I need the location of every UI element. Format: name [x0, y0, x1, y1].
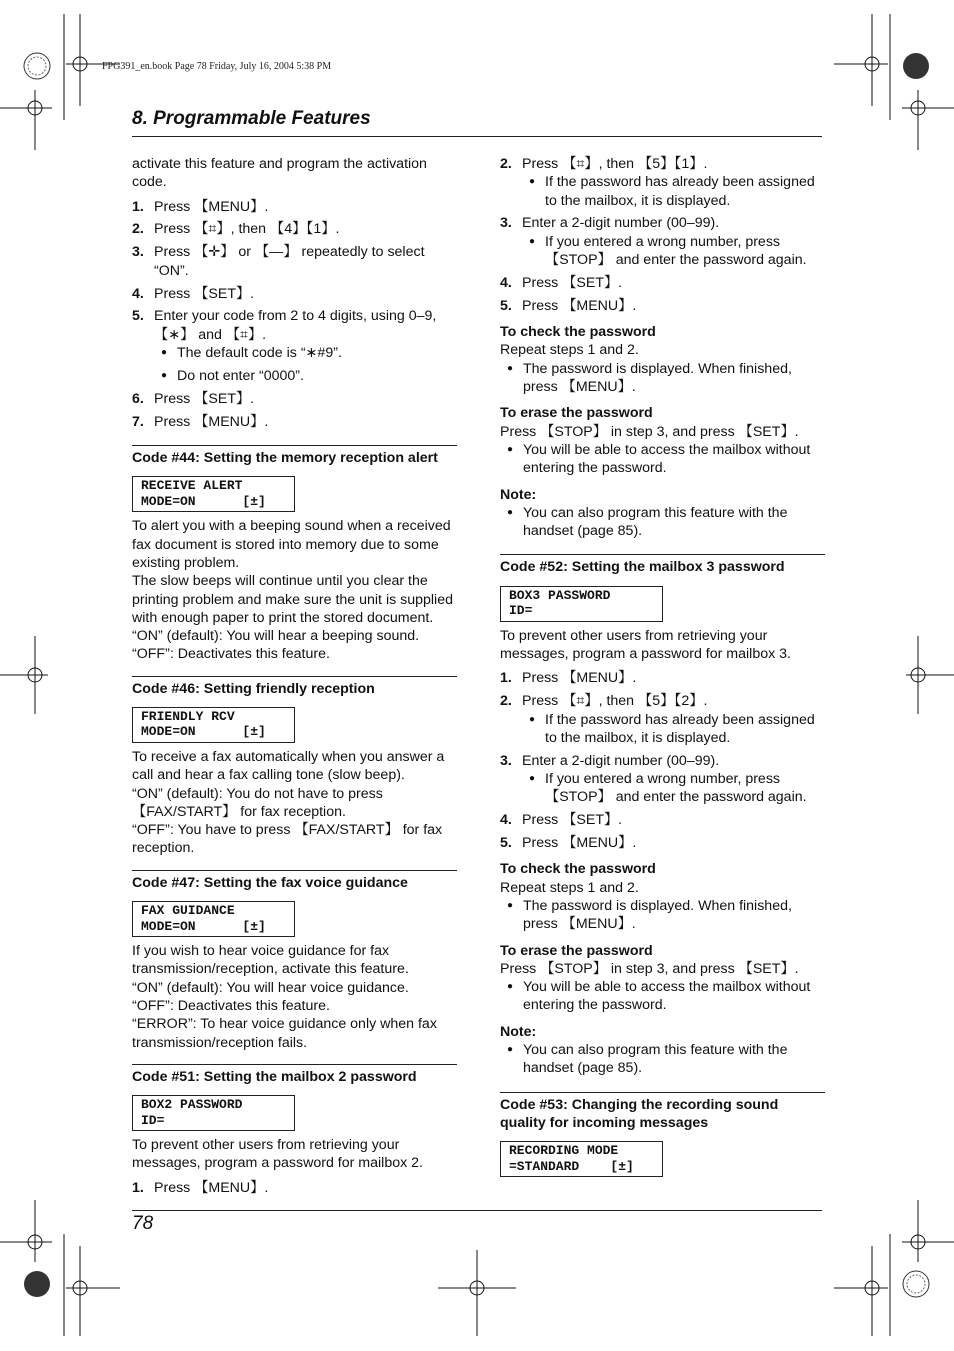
lcd-display: BOX3 PASSWORD ID= [500, 586, 663, 622]
note-heading-2: Note: [500, 1023, 537, 1040]
bullet: ● You can also program this feature with the handset (page 85). [500, 1041, 825, 1078]
lcd-display: FRIENDLY RCV MODE=ON [±] [132, 707, 295, 743]
paragraph: If you wish to hear voice guidance for fax transmission/reception, activate this feature. [132, 943, 409, 978]
paragraph: “ERROR”: To hear voice guidance only when fax transmission/reception fails. [132, 1016, 437, 1051]
crosshair-bottom-left [0, 1200, 120, 1336]
bullet: ● You will be able to access the mailbox without entering the password. [500, 978, 825, 1015]
paragraph: To prevent other users from retrieving your messages, program a password for mailbox 3. [500, 627, 791, 663]
right-column [500, 155, 825, 1182]
list-item: 3. Press 【✛】 or 【—】 repeatedly to select “ON”. [132, 244, 425, 279]
paragraph: “OFF”: Deactivates this feature. [132, 997, 330, 1014]
color-dot-bottom-right [903, 1271, 929, 1297]
code46-heading: Code #46: Setting friendly reception [132, 676, 457, 698]
code47-heading: Code #47: Setting the fax voice guidance [132, 870, 457, 892]
paragraph: Press 【STOP】 in step 3, and press 【SET】. [500, 423, 799, 440]
box2-steps-cont [500, 155, 825, 315]
crosshair-bottom-center [438, 1250, 516, 1336]
list-item: 7. Press 【MENU】. [132, 413, 269, 430]
list-item: 5. Press 【MENU】. [500, 297, 637, 314]
bullet: ● If you entered a wrong number, press 【STOP】 and enter the password again. [522, 770, 825, 807]
list-item: 1. Press 【MENU】. [500, 670, 637, 687]
list-item: 1. Press 【MENU】. [132, 198, 269, 215]
header-rule [132, 136, 822, 137]
box2-steps-start [132, 1179, 457, 1197]
page-number: 78 [132, 1213, 154, 1234]
paragraph: To alert you with a beeping sound when a received fax document is stored into memory due to some existing problem. [132, 518, 451, 571]
crosshair-bottom-right [834, 1200, 954, 1336]
step-bullets [154, 344, 457, 385]
lcd-display: FAX GUIDANCE MODE=ON [±] [132, 901, 295, 937]
code53-heading: Code #53: Changing the recording sound quality for incoming messages [500, 1092, 825, 1133]
color-dot-bottom-left [24, 1271, 50, 1297]
bullet: ● You will be able to access the mailbox without entering the password. [500, 441, 825, 478]
paragraph: “ON” (default): You do not have to press 【FAX/START】 for fax reception. [132, 785, 383, 820]
erase-bullets [500, 441, 825, 478]
section-title: 8. Programmable Features [132, 108, 371, 129]
crosshair-top-left [0, 14, 120, 150]
paragraph: Repeat steps 1 and 2. [500, 342, 639, 359]
paragraph: “OFF”: You have to press 【FAX/START】 for fax reception. [132, 822, 443, 857]
box3-steps [500, 669, 825, 852]
lcd-display: BOX2 PASSWORD ID= [132, 1095, 295, 1131]
activation-steps [132, 198, 457, 431]
footer-rule [132, 1210, 822, 1211]
bullet: ● The password is displayed. When finished, press 【MENU】. [500, 897, 825, 934]
crosshair-mid-left [0, 636, 48, 714]
paragraph: “OFF”: Deactivates this feature. [132, 646, 330, 663]
bullet: ● If the password has already been assigned to the mailbox, it is displayed. [522, 711, 825, 748]
check-bullets [500, 360, 825, 397]
bullet: ● If you entered a wrong number, press 【STOP】 and enter the password again. [522, 233, 825, 270]
erase-password-heading-2: To erase the password [500, 942, 653, 959]
bullet: ● Do not enter “0000”. [154, 367, 457, 385]
bullet: ● The password is displayed. When finished, press 【MENU】. [500, 360, 825, 397]
color-dot-top-left [24, 53, 50, 79]
lcd-display: RECEIVE ALERT MODE=ON [±] [132, 476, 295, 512]
list-item: 2. Press 【⌗】, then 【5】【2】. ● If the password has already been assigned to the mailbox, it is displayed. [500, 692, 825, 747]
note-heading: Note: [500, 486, 537, 503]
list-item: 5. Enter your code from 2 to 4 digits, using 0–9, 【∗】 and 【⌗】. ● The default code is “∗#9”. ● Do not enter “0000”. [132, 307, 457, 385]
list-item: 5. Press 【MENU】. [500, 835, 637, 852]
list-item: 4. Press 【SET】. [132, 285, 255, 302]
paragraph: To prevent other users from retrieving your messages, program a password for mailbox 2. [132, 1137, 423, 1172]
crosshair-top-right [834, 14, 954, 150]
list-item: 1. Press 【MENU】. [132, 1179, 269, 1196]
bullet: ● If the password has already been assigned to the mailbox, it is displayed. [522, 173, 825, 210]
bullet: ● You can also program this feature with the handset (page 85). [500, 504, 825, 541]
lcd-display: RECORDING MODE =STANDARD [±] [500, 1141, 663, 1177]
list-item: 4. Press 【SET】. [500, 274, 623, 291]
paragraph: The slow beeps will continue until you clear the printing problem and make sure the unit is supplied with enough paper to print the stored document. [132, 573, 453, 626]
paragraph: “ON” (default): You will hear voice guidance. [132, 979, 409, 996]
bullet: ● The default code is “∗#9”. [154, 344, 457, 362]
left-column [132, 155, 457, 1202]
file-info: FPG391_en.book Page 78 Friday, July 16, 2004 5:38 PM [102, 61, 332, 72]
erase-password-heading: To erase the password [500, 405, 653, 422]
code51-heading: Code #51: Setting the mailbox 2 password [132, 1064, 457, 1086]
list-item: 2. Press 【⌗】, then 【4】【1】. [132, 221, 340, 238]
note-bullets [500, 504, 825, 541]
paragraph: Press 【STOP】 in step 3, and press 【SET】. [500, 960, 799, 977]
crosshair-mid-right [906, 636, 954, 714]
check-bullets-2 [500, 897, 825, 934]
paragraph: To receive a fax automatically when you answer a call and hear a fax calling tone (slow beep). [132, 748, 445, 784]
list-item: 6. Press 【SET】. [132, 390, 255, 407]
paragraph: Repeat steps 1 and 2. [500, 879, 639, 896]
erase-bullets-2 [500, 978, 825, 1015]
note-bullets-2 [500, 1041, 825, 1078]
list-item: 3. Enter a 2-digit number (00–99). ● If you entered a wrong number, press 【STOP】 and enter the password again. [500, 214, 825, 269]
paragraph: “ON” (default): You will hear a beeping sound. [132, 628, 420, 645]
list-item: 3. Enter a 2-digit number (00–99). ● If you entered a wrong number, press 【STOP】 and enter the password again. [500, 752, 825, 807]
check-password-heading: To check the password [500, 324, 656, 341]
check-password-heading-2: To check the password [500, 861, 656, 878]
intro-text: activate this feature and program the activation code. [132, 156, 427, 191]
list-item: 4. Press 【SET】. [500, 812, 623, 829]
code44-heading: Code #44: Setting the memory reception alert [132, 445, 457, 467]
code52-heading: Code #52: Setting the mailbox 3 password [500, 554, 825, 576]
list-item: 2. Press 【⌗】, then 【5】【1】. ● If the password has already been assigned to the mailbox, it is displayed. [500, 155, 825, 210]
color-dot-top-right [903, 53, 929, 79]
